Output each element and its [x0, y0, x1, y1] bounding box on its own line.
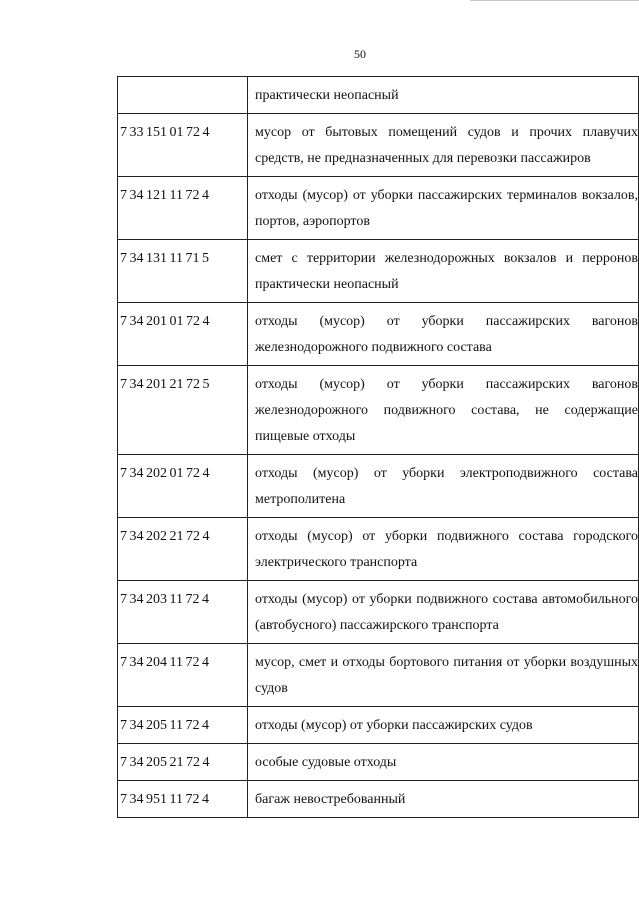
waste-description-cell: отходы (мусор) от уборки подвижного состава городского электрического транспорта — [248, 518, 639, 581]
waste-description-cell: багаж невостребованный — [248, 781, 639, 818]
waste-description-cell: отходы (мусор) от уборки подвижного состава автомобильного (автобусного) пассажирского транспорта — [248, 581, 639, 644]
top-edge-rule — [470, 0, 639, 1]
table-row — [118, 303, 639, 366]
waste-code-cell: 7 34 201 01 72 4 — [118, 303, 248, 366]
waste-code-cell — [118, 77, 248, 114]
waste-description-cell: отходы (мусор) от уборки пассажирских терминалов вокзалов, портов, аэропортов — [248, 177, 639, 240]
waste-description-cell: мусор, смет и отходы бортового питания от уборки воздушных судов — [248, 644, 639, 707]
waste-code-cell: 7 34 205 11 72 4 — [118, 707, 248, 744]
table-row — [118, 518, 639, 581]
table-row — [118, 240, 639, 303]
waste-description-cell: смет с территории железнодорожных вокзалов и перронов практически неопасный — [248, 240, 639, 303]
waste-description-cell: отходы (мусор) от уборки пассажирских судов — [248, 707, 639, 744]
waste-code-table — [117, 76, 639, 818]
waste-description-cell: отходы (мусор) от уборки пассажирских вагонов железнодорожного подвижного состава, не содержащие пищевые отходы — [248, 366, 639, 455]
waste-description-cell: мусор от бытовых помещений судов и прочих плавучих средств, не предназначенных для перевозки пассажиров — [248, 114, 639, 177]
waste-code-cell: 7 34 201 21 72 5 — [118, 366, 248, 455]
table-row — [118, 455, 639, 518]
waste-code-cell: 7 34 205 21 72 4 — [118, 744, 248, 781]
table-row — [118, 707, 639, 744]
waste-description-cell: практически неопасный — [248, 77, 639, 114]
waste-description-cell: отходы (мусор) от уборки пассажирских вагонов железнодорожного подвижного состава — [248, 303, 639, 366]
waste-code-cell: 7 34 202 01 72 4 — [118, 455, 248, 518]
waste-code-cell: 7 34 121 11 72 4 — [118, 177, 248, 240]
waste-description-cell: отходы (мусор) от уборки электроподвижного состава метрополитена — [248, 455, 639, 518]
table-row — [118, 644, 639, 707]
table-row — [118, 114, 639, 177]
waste-code-cell: 7 34 951 11 72 4 — [118, 781, 248, 818]
table-row — [118, 581, 639, 644]
waste-code-cell: 7 34 203 11 72 4 — [118, 581, 248, 644]
table-row — [118, 77, 639, 114]
waste-code-cell: 7 34 202 21 72 4 — [118, 518, 248, 581]
table-row — [118, 744, 639, 781]
waste-code-cell: 7 33 151 01 72 4 — [118, 114, 248, 177]
table-row — [118, 366, 639, 455]
waste-description-cell: особые судовые отходы — [248, 744, 639, 781]
waste-code-cell: 7 34 131 11 71 5 — [118, 240, 248, 303]
table-row — [118, 177, 639, 240]
table-row — [118, 781, 639, 818]
page-number: 50 — [354, 47, 366, 61]
waste-code-cell: 7 34 204 11 72 4 — [118, 644, 248, 707]
